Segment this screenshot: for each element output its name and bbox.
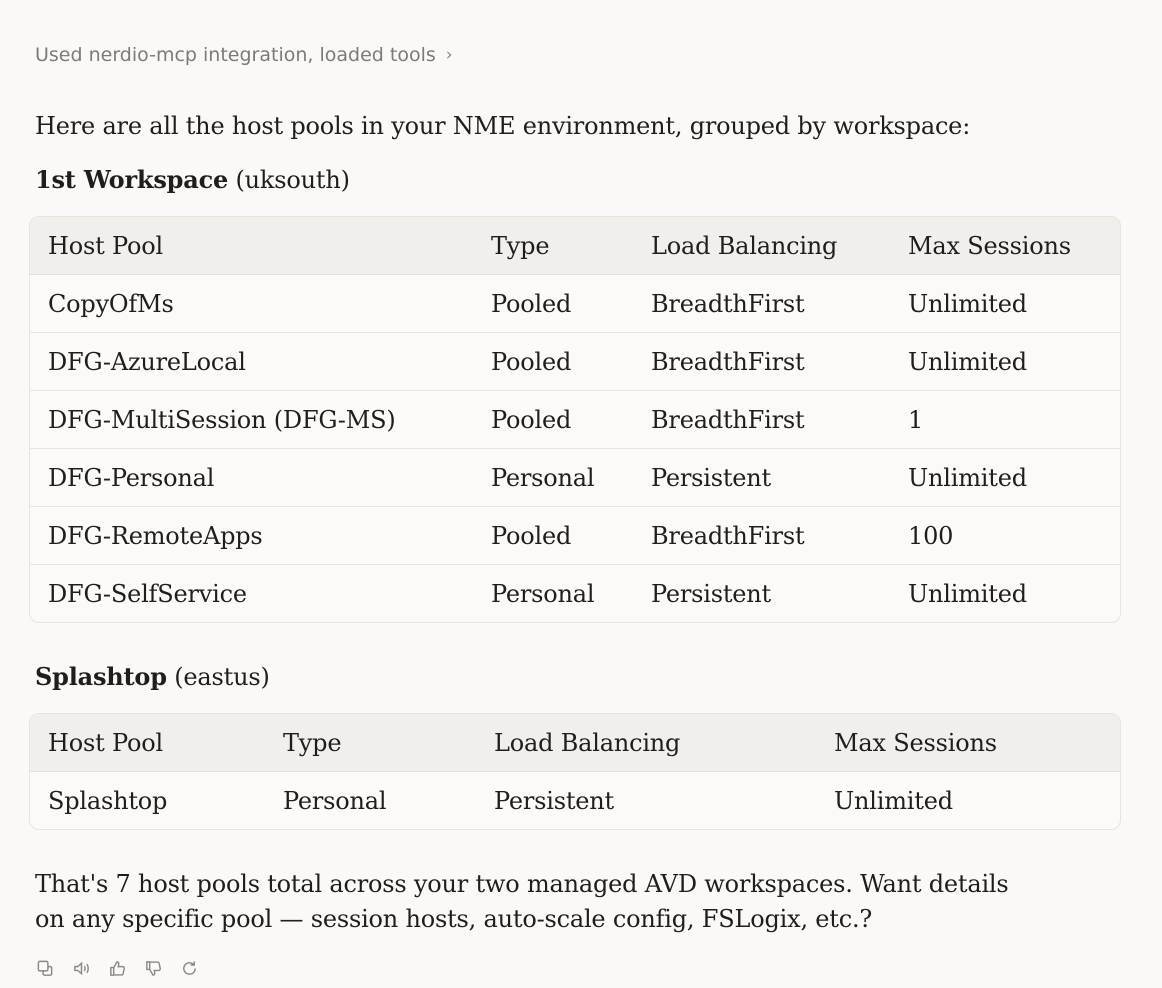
column-header: Host Pool: [30, 217, 473, 275]
column-header: Load Balancing: [633, 217, 890, 275]
max-sessions-cell: 1: [890, 391, 1120, 449]
host-pool-cell: DFG-Personal: [30, 449, 473, 507]
intro-text: Here are all the host pools in your NME environment, grouped by workspace:: [35, 112, 971, 140]
message-actions: [34, 957, 201, 980]
column-header: Type: [473, 217, 633, 275]
thumbs-down-icon[interactable]: [142, 957, 165, 980]
workspace-heading: [35, 662, 270, 692]
table-row: [30, 565, 1120, 623]
outro-text: That's 7 host pools total across your two managed AVD workspaces. Want details on any specific pool — session hosts, auto-scale config, FSLogix, etc.?: [35, 870, 1009, 933]
type-cell: Pooled: [473, 391, 633, 449]
column-header: Type: [265, 714, 476, 772]
tool-use-summary[interactable]: [35, 44, 453, 66]
workspace-region: (eastus): [174, 663, 270, 691]
speaker-icon[interactable]: [70, 957, 93, 980]
column-header: Max Sessions: [816, 714, 1120, 772]
table-row: [30, 275, 1120, 333]
load-balancing-cell: BreadthFirst: [651, 289, 805, 318]
host-pool-table-splashtop: [29, 713, 1121, 830]
load-balancing-cell: Persistent: [633, 449, 890, 507]
host-pool-table-1st-workspace: [29, 216, 1121, 623]
column-header: Load Balancing: [476, 714, 816, 772]
type-cell: Personal: [473, 565, 633, 623]
type-cell: Pooled: [473, 507, 633, 565]
column-header: Host Pool: [30, 714, 265, 772]
column-header: Max Sessions: [890, 217, 1120, 275]
max-sessions-cell: Unlimited: [890, 565, 1120, 623]
max-sessions-cell: Unlimited: [908, 289, 1027, 318]
retry-icon[interactable]: [178, 957, 201, 980]
table-row: [30, 391, 1120, 449]
type-cell: Pooled: [491, 289, 572, 318]
host-pool-cell: DFG-AzureLocal: [30, 333, 473, 391]
table-header-row: [30, 714, 1120, 772]
workspace-region: (uksouth): [235, 166, 350, 194]
max-sessions-cell: Unlimited: [890, 333, 1120, 391]
load-balancing-cell: BreadthFirst: [633, 333, 890, 391]
load-balancing-cell: BreadthFirst: [633, 391, 890, 449]
type-cell: Personal: [473, 449, 633, 507]
table-row: [30, 449, 1120, 507]
load-balancing-cell: BreadthFirst: [633, 507, 890, 565]
load-balancing-cell: Persistent: [633, 565, 890, 623]
table-row: [30, 772, 1120, 830]
table-row: [30, 507, 1120, 565]
chevron-right-icon: ›: [445, 45, 453, 65]
table-row: [30, 333, 1120, 391]
type-cell: Pooled: [473, 333, 633, 391]
host-pool-cell: DFG-RemoteApps: [30, 507, 473, 565]
load-balancing-cell: Persistent: [494, 786, 615, 815]
host-pool-cell: CopyOfMs: [48, 289, 174, 318]
host-pool-cell: DFG-SelfService: [30, 565, 473, 623]
host-pool-cell: DFG-MultiSession (DFG-MS): [30, 391, 473, 449]
type-cell: Personal: [283, 786, 387, 815]
workspace-heading: [35, 165, 350, 195]
workspace-name: Splashtop: [35, 662, 167, 691]
table-header-row: [30, 217, 1120, 275]
thumbs-up-icon[interactable]: [106, 957, 129, 980]
max-sessions-cell: Unlimited: [890, 449, 1120, 507]
workspace-name: 1st Workspace: [35, 165, 229, 194]
max-sessions-cell: Unlimited: [834, 786, 953, 815]
copy-icon[interactable]: [34, 957, 57, 980]
max-sessions-cell: 100: [890, 507, 1120, 565]
host-pool-cell: Splashtop: [48, 786, 168, 815]
tool-use-label: Used nerdio-mcp integration, loaded tools: [35, 44, 436, 66]
